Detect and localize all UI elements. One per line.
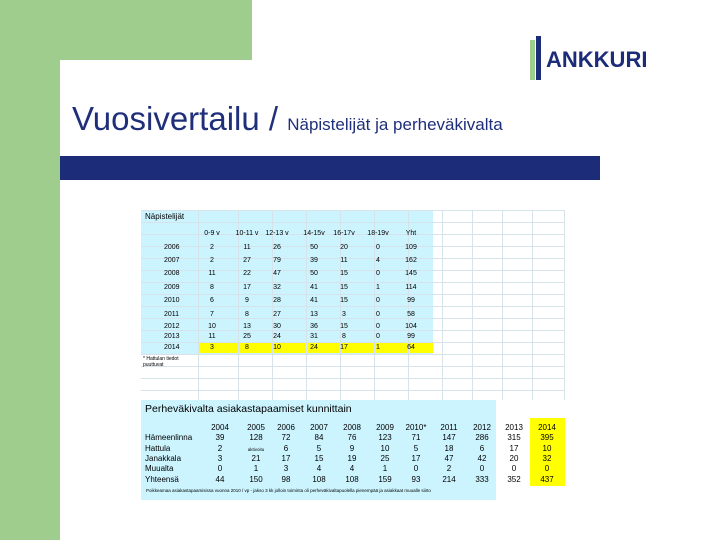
table-cell: 2	[217, 444, 223, 453]
table-cell: 24	[273, 333, 281, 340]
grid-line	[141, 354, 565, 355]
table-cell: 0	[376, 297, 380, 304]
table-cell: 8	[210, 284, 214, 291]
table-cell: 79	[273, 257, 281, 264]
grid-line	[408, 210, 409, 400]
table-cell: 109	[405, 244, 417, 251]
column-header: 2004	[211, 423, 229, 432]
table-cell: 2	[210, 257, 214, 264]
table-cell: 0	[511, 464, 517, 473]
table-cell: 41	[310, 297, 318, 304]
grid-line	[141, 330, 565, 331]
table-cell: 150	[249, 475, 263, 484]
grid-line	[141, 318, 565, 319]
row-year: 2014	[164, 344, 180, 351]
napistelijat-note: * Hattulan tiedot puuttuvat	[143, 356, 179, 368]
table-cell: 20	[340, 244, 348, 251]
table-cell: 0	[479, 464, 485, 473]
table-cell: 17	[281, 454, 291, 463]
table-cell: 21	[251, 454, 261, 463]
table-cell: 162	[405, 257, 417, 264]
table-cell: 4	[376, 257, 380, 264]
column-header: 2010*	[405, 423, 427, 432]
grid-line	[198, 210, 199, 400]
table-cell: 99	[407, 333, 415, 340]
table-cell: 114	[405, 284, 417, 291]
row-year: 2012	[164, 323, 180, 330]
table-cell: 0	[376, 244, 380, 251]
row-year: 2009	[164, 284, 180, 291]
column-header: 12-13 v	[265, 230, 289, 237]
grid-line	[141, 306, 565, 307]
table-cell: 32	[542, 454, 552, 463]
table-cell: 24	[310, 344, 318, 351]
column-header: 2006	[277, 423, 295, 432]
grid-line	[532, 210, 533, 400]
grid-line	[472, 210, 473, 400]
table-cell: 30	[273, 323, 281, 330]
page-title	[72, 100, 503, 138]
table-cell: 72	[281, 433, 291, 442]
table-cell: 352	[507, 475, 521, 484]
table-cell: 128	[249, 433, 263, 442]
row-label: Hattula	[145, 444, 171, 453]
table-cell: 22	[243, 270, 251, 277]
table-cell: 0	[376, 323, 380, 330]
grid-line	[141, 222, 565, 223]
grid-line	[238, 210, 239, 400]
row-year: 2013	[164, 333, 180, 340]
table-cell: 3	[342, 311, 346, 318]
table-cell: 42	[477, 454, 487, 463]
table-cell: 8	[245, 344, 249, 351]
green-side-band	[0, 0, 60, 540]
table-cell: 64	[407, 344, 415, 351]
table-cell: 7	[210, 311, 214, 318]
grid-line	[141, 378, 565, 379]
table-cell: 333	[475, 475, 489, 484]
table-cell: 123	[378, 433, 392, 442]
table-cell: 58	[407, 311, 415, 318]
grid-line	[141, 342, 565, 343]
perhevakivalta-footnote: Poikkeamaa asiakastapaamisissa vuonna 2010 / vp - jakso 3 kk jolloin toiminta oli perheväkivaltapuolella pienempää ja asiakkaat muualle siirto	[146, 488, 431, 493]
table-cell: 286	[475, 433, 489, 442]
column-header: 14-15v	[303, 230, 325, 237]
table-cell: 15	[340, 270, 348, 277]
title-sub: Näpistelijät ja perheväkivalta	[287, 115, 503, 134]
table-cell: 50	[310, 244, 318, 251]
table-cell: 1	[376, 344, 380, 351]
napistelijat-grid	[141, 210, 565, 400]
title-divider-bar	[60, 156, 600, 180]
table-cell: 0	[376, 311, 380, 318]
grid-line	[340, 210, 341, 400]
table-cell: 10	[208, 323, 216, 330]
table-cell: 17	[340, 344, 348, 351]
table-cell: 5	[316, 444, 322, 453]
table-cell: 2	[446, 464, 452, 473]
table-cell: 20	[509, 454, 519, 463]
table-cell: 0	[376, 333, 380, 340]
column-header: 2014	[538, 423, 556, 432]
perhevakivalta-title: Perheväkivalta asiakastapaamiset kunnittain	[145, 403, 352, 415]
table-cell: 99	[407, 297, 415, 304]
table-cell: 50	[310, 270, 318, 277]
table-cell: 28	[273, 297, 281, 304]
row-label: Yhteensä	[145, 475, 179, 484]
column-header: 0-9 v	[204, 230, 220, 237]
table-cell: 17	[243, 284, 251, 291]
row-year: 2006	[164, 244, 180, 251]
table-cell: 27	[243, 257, 251, 264]
row-year: 2008	[164, 270, 180, 277]
table-cell: 13	[310, 311, 318, 318]
table-cell: 39	[215, 433, 225, 442]
row-label: Muualta	[145, 464, 174, 473]
table-cell: 1	[253, 464, 259, 473]
grid-line	[502, 210, 503, 400]
table-cell: 18	[444, 444, 454, 453]
table-cell: 11	[208, 270, 216, 277]
table-cell: 2	[210, 244, 214, 251]
row-year: 2007	[164, 257, 180, 264]
table-cell: 15	[314, 454, 324, 463]
table-cell: 76	[347, 433, 357, 442]
row-year: 2010	[164, 297, 180, 304]
table-cell: 71	[411, 433, 421, 442]
table-cell: 25	[380, 454, 390, 463]
column-header: 2013	[505, 423, 523, 432]
grid-line	[141, 390, 565, 391]
table-cell: 0	[413, 464, 419, 473]
table-cell: 15	[340, 284, 348, 291]
table-cell: 395	[540, 433, 554, 442]
column-header: 2007	[310, 423, 328, 432]
table-cell: 15	[340, 297, 348, 304]
napistelijat-label: Näpistelijät	[145, 212, 185, 221]
table-cell: 25	[243, 333, 251, 340]
column-header: 10-11 v	[235, 230, 259, 237]
table-cell: 145	[405, 270, 417, 277]
grid-line	[306, 210, 307, 400]
table-cell: 47	[444, 454, 454, 463]
table-cell: 47	[273, 270, 281, 277]
grid-line	[272, 210, 273, 400]
table-cell: 3	[210, 344, 214, 351]
grid-line	[442, 210, 443, 400]
table-cell: 17	[509, 444, 519, 453]
column-header: 2009	[376, 423, 394, 432]
svg-text:ANKKURI: ANKKURI	[546, 47, 648, 72]
table-cell: 437	[540, 475, 554, 484]
table-cell: 93	[411, 475, 421, 484]
row-year: 2011	[164, 311, 180, 318]
table-cell: 5	[413, 444, 419, 453]
column-header: 16-17v	[333, 230, 355, 237]
column-header: Yht	[405, 230, 417, 237]
table-cell: 10	[542, 444, 552, 453]
table-cell: 8	[342, 333, 346, 340]
table-cell: 41	[310, 284, 318, 291]
table-cell: 3	[217, 454, 223, 463]
table-cell: 0	[217, 464, 223, 473]
table-cell: 108	[345, 475, 359, 484]
table-cell: 6	[283, 444, 289, 453]
grid-line	[141, 294, 565, 295]
table-cell: 108	[312, 475, 326, 484]
table-cell: 6	[210, 297, 214, 304]
column-header: 2012	[473, 423, 491, 432]
table-cell: 9	[349, 444, 355, 453]
table-cell: 147	[442, 433, 456, 442]
column-header: 18-19v	[367, 230, 389, 237]
ankkuri-logo	[520, 35, 670, 85]
table-cell: 11	[340, 257, 348, 264]
table-cell: 84	[314, 433, 324, 442]
table-cell: 98	[281, 475, 291, 484]
table-cell: 10	[273, 344, 281, 351]
table-cell: 159	[378, 475, 392, 484]
table-cell: 15	[340, 323, 348, 330]
table-cell: 31	[310, 333, 318, 340]
table-cell: 26	[273, 244, 281, 251]
table-cell: 13	[243, 323, 251, 330]
table-cell: 1	[382, 464, 388, 473]
table-cell: 0	[376, 270, 380, 277]
table-cell: 27	[273, 311, 281, 318]
grid-line	[374, 210, 375, 400]
table-cell: 19	[347, 454, 357, 463]
table-cell: 44	[215, 475, 225, 484]
grid-line	[141, 282, 565, 283]
table-cell: 32	[273, 284, 281, 291]
green-top-band	[0, 0, 252, 60]
table-cell: 315	[507, 433, 521, 442]
table-cell: 1	[376, 284, 380, 291]
table-cell: 8	[245, 311, 249, 318]
table-cell: 104	[405, 323, 417, 330]
column-header: 2011	[440, 423, 458, 432]
table-cell: 9	[245, 297, 249, 304]
table-cell: 11	[208, 333, 216, 340]
table-cell: 0	[544, 464, 550, 473]
row-label: Janakkala	[145, 454, 182, 463]
column-header: 2008	[343, 423, 361, 432]
table-cell: aktivoitu	[247, 447, 265, 452]
table-cell: 6	[479, 444, 485, 453]
table-cell: 17	[411, 454, 421, 463]
table-cell: 11	[243, 244, 251, 251]
table-cell: 4	[316, 464, 322, 473]
table-cell: 36	[310, 323, 318, 330]
table-cell: 3	[283, 464, 289, 473]
grid-line	[141, 210, 565, 211]
table-cell: 4	[349, 464, 355, 473]
grid-line	[141, 366, 565, 367]
grid-line	[564, 210, 565, 400]
table-cell: 214	[442, 475, 456, 484]
table-cell: 39	[310, 257, 318, 264]
column-header: 2005	[247, 423, 265, 432]
title-main: Vuosivertailu /	[72, 100, 288, 137]
row-label: Hämeenlinna	[145, 433, 193, 442]
table-cell: 10	[380, 444, 390, 453]
